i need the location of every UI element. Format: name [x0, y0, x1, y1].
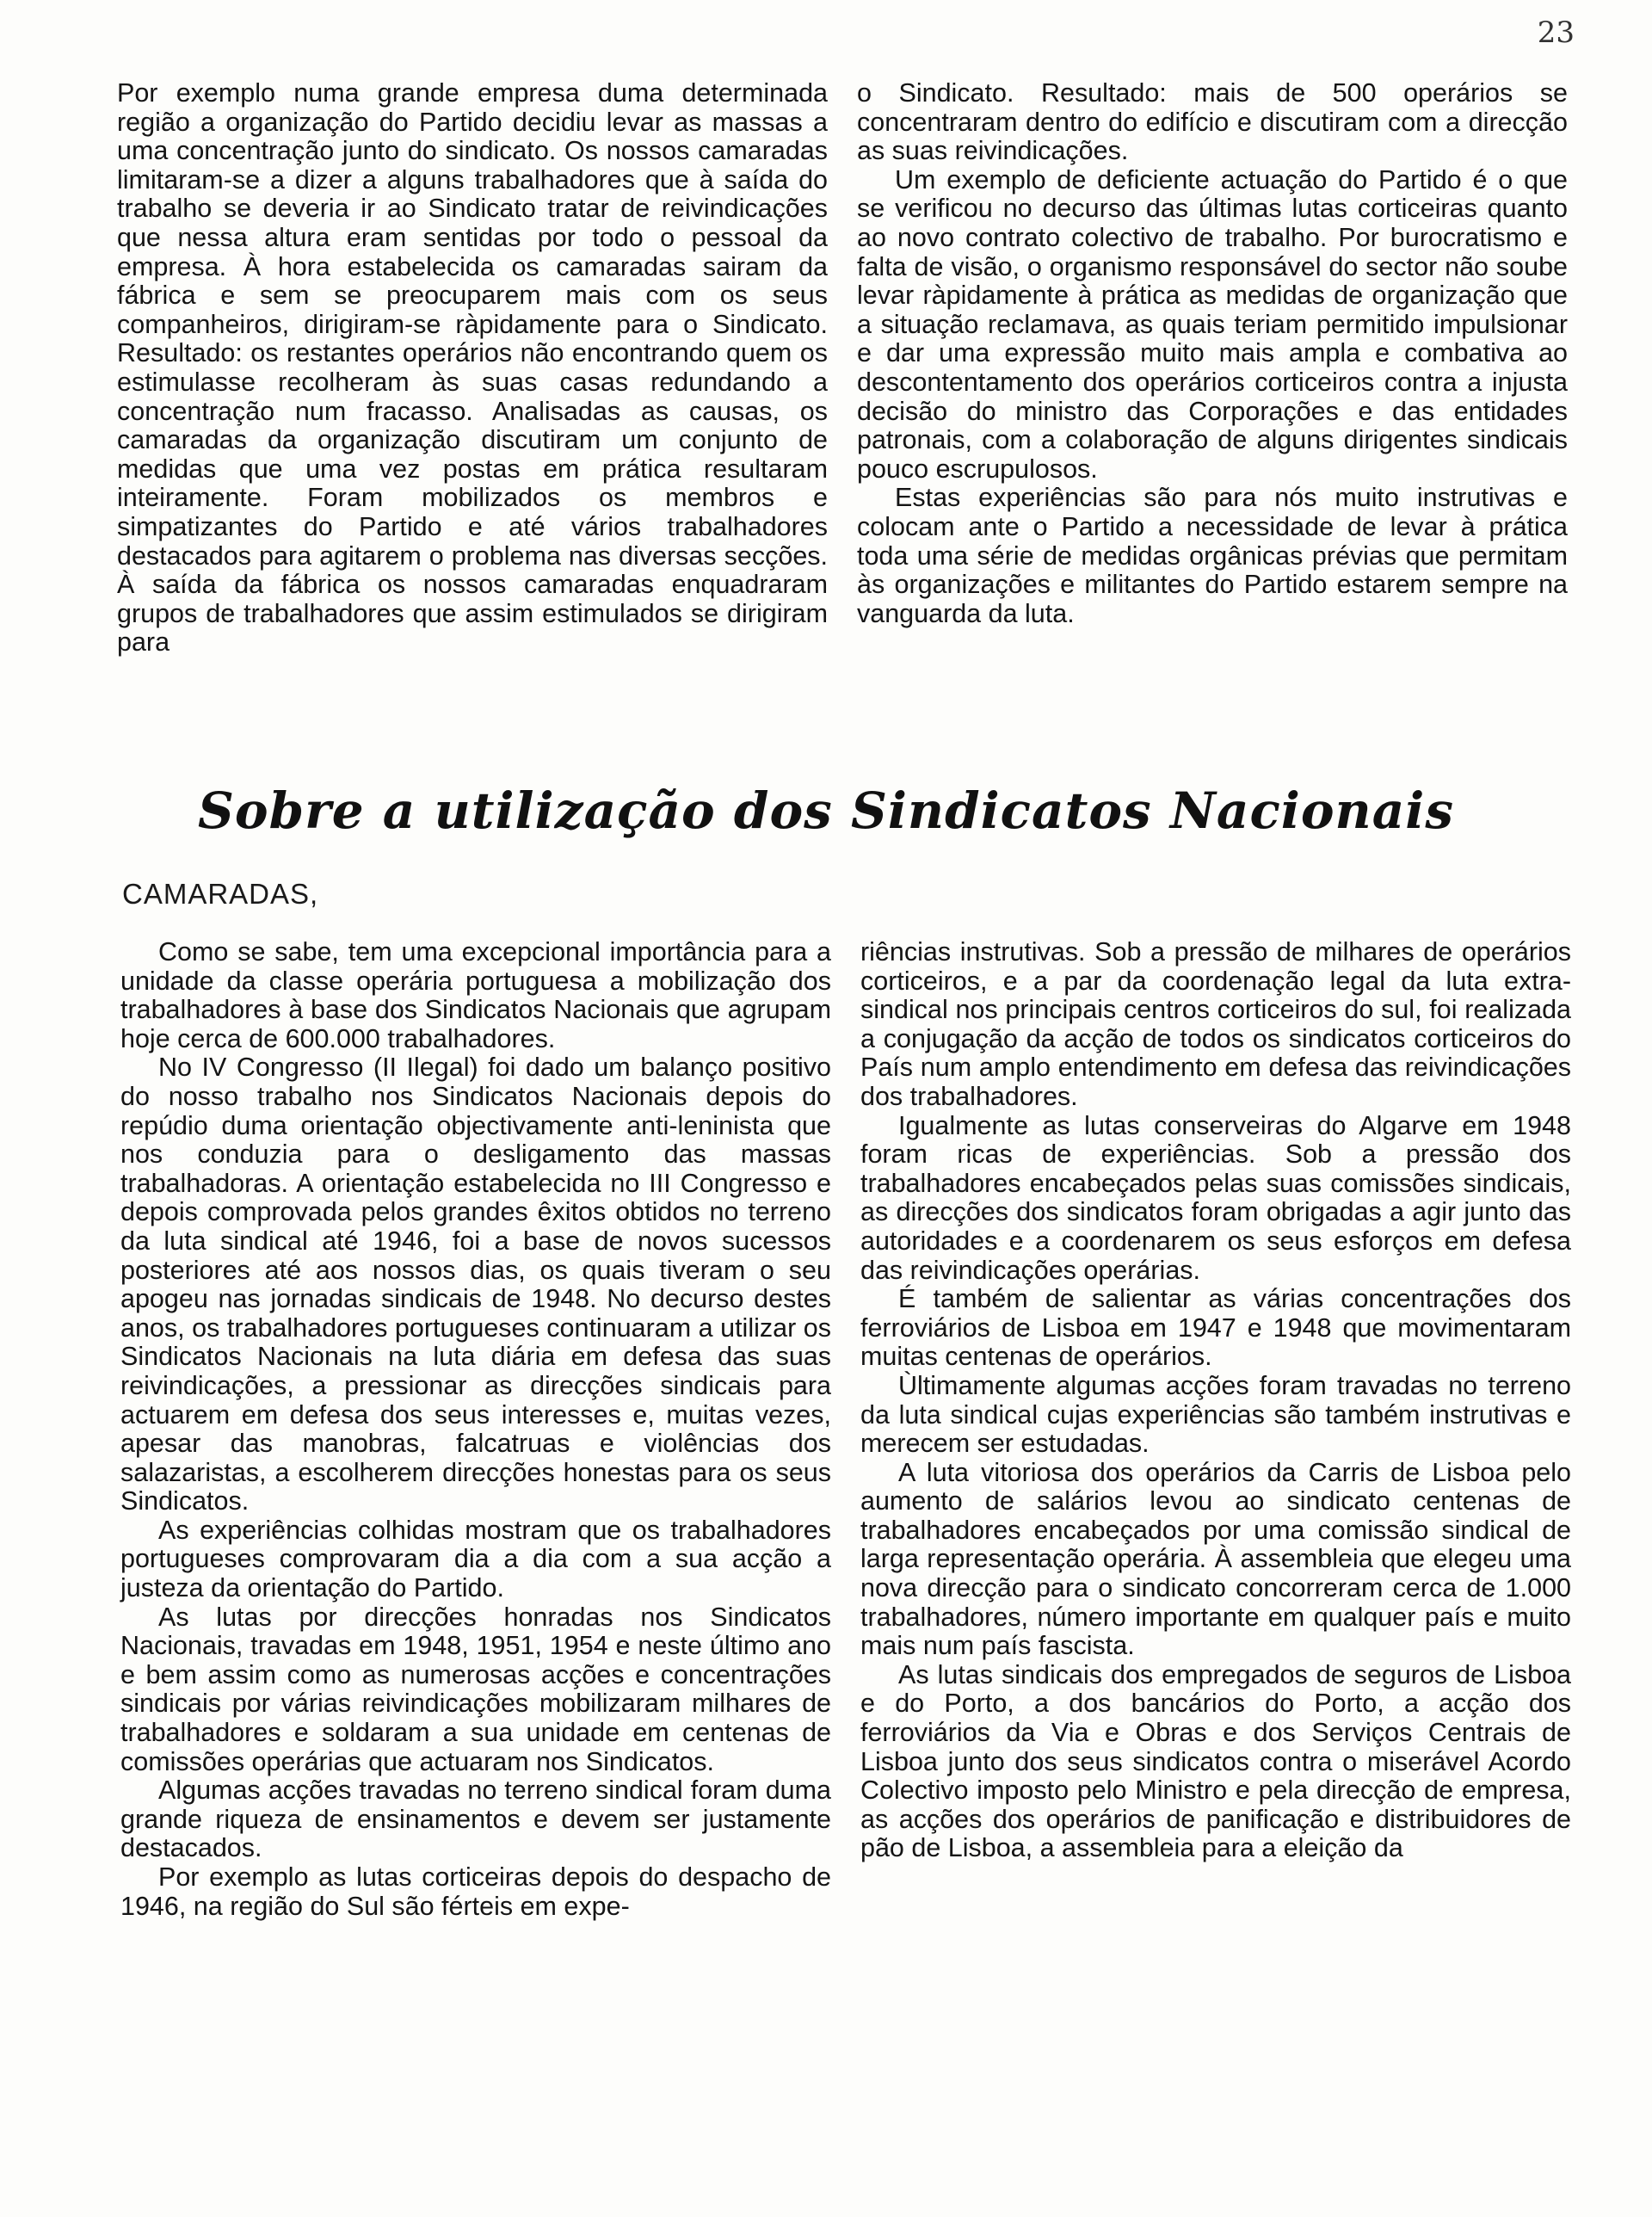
paragraph: As experiências colhidas mostram que os trabalhadores portugueses comprovaram dia a dia com a sua acção a justeza da orientação do Partido.	[120, 1515, 831, 1603]
paragraph: Por exemplo as lutas corticeiras depois do despacho de 1946, na região do Sul são férteis em expe-	[120, 1862, 831, 1921]
paragraph: Por exemplo numa grande empresa duma determinada região a organização do Partido decidiu levar as massas a uma concentração junto do sindicato. Os nossos camaradas limitaram-se a dizer a alguns trabalhadores que à saída do trabalho se deveria ir ao Sindicato tratar de reivindicações que nessa altura eram sentidas por todo o pessoal da empresa. À hora estabelecida os camaradas sairam da fábrica e sem se preocuparem mais com os seus companheiros, dirigiram-se ràpidamente para o Sindicato. Resultado: os restantes operários não encontrando quem os estimulasse recolheram às suas casas redundando a concentração num fracasso. Analisadas as causas, os camaradas da organização discutiram um conjunto de medidas que uma vez postas em prática resultaram inteiramente. Foram mobilizados os membros e simpatizantes do Partido e até vários trabalhadores destacados para agitarem o problema nas diversas secções. À saída da fábrica os nossos camaradas enquadraram grupos de trabalhadores que assim estimulados se dirigiram para	[117, 78, 828, 658]
paragraph: Como se sabe, tem uma excepcional importância para a unidade da classe operária portuguesa a mobilização dos trabalhadores à base dos Sindicatos Nacionais que agrupam hoje cerca de 600.000 trabalhadores.	[120, 937, 831, 1053]
paragraph: As lutas sindicais dos empregados de seguros de Lisboa e do Porto, a dos bancários do Porto, a acção dos ferroviários da Via e Obras e dos Serviços Centrais de Lisboa junto dos seus sindicatos contra o miserável Acordo Colectivo imposto pelo Ministro e pela direcção de empresa, as acções dos operários de panificação e distribuidores de pão de Lisboa, a assembleia para a eleição da	[860, 1659, 1571, 1863]
paragraph: riências instrutivas. Sob a pressão de milhares de operários corticeiros, e a par da coordenação legal da luta extra-sindical nos principais centros corticeiros do sul, foi realizada a conjugação da acção de todos os sindicatos corticeiros do País num amplo entendimento em defesa das reivindicações dos trabalhadores.	[860, 937, 1571, 1111]
page-number: 23	[1537, 15, 1575, 50]
paragraph: Um exemplo de deficiente actuação do Partido é o que se verificou no decurso das últimas lutas corticeiras quanto ao novo contrato colectivo de trabalho. Por burocratismo e falta de visão, o organismo responsável do sector não soube levar ràpidamente à prática as medidas de organização que a situação reclamava, as quais teriam permitido impulsionar e dar uma expressão muito mais ampla e combativa ao descontentamento dos operários corticeiros contra a injusta decisão do ministro das Corporações e das entidades patronais, com a colaboração de alguns dirigentes sindicais pouco escrupulosos.	[857, 164, 1568, 484]
paragraph: Ùltimamente algumas acções foram travadas no terreno da luta sindical cujas experiências são também instrutivas e merecem ser estudadas.	[860, 1370, 1571, 1459]
article-title: Sobre a utilização dos Sindicatos Nacionais	[198, 781, 1454, 840]
paragraph: A luta vitoriosa dos operários da Carris de Lisboa pelo aumento de salários levou ao sindicato centenas de trabalhadores encabeçados por uma comissão sindical de larga representação operária. À assembleia que elegeu uma nova direcção para o sindicato concorreram cerca de 1.000 trabalhadores, número importante em qualquer país e muito mais num país fascista.	[860, 1457, 1571, 1661]
paragraph: As lutas por direcções honradas nos Sindicatos Nacionais, travadas em 1948, 1951, 1954 e neste último ano e bem assim como as numerosas acções e concentrações sindicais por várias reivindicações mobilizaram milhares de trabalhadores e soldaram a sua unidade em centenas de comissões operárias que actuaram nos Sindicatos.	[120, 1602, 831, 1776]
article-left-column	[120, 938, 831, 1921]
paragraph: Estas experiências são para nós muito instrutivas e colocam ante o Partido a necessidade de levar à prática toda uma série de medidas orgânicas prévias que permitam às organizações e militantes do Partido estarem sempre na vanguarda da luta.	[857, 483, 1568, 628]
previous-article-left-column	[117, 79, 828, 658]
salutation: CAMARADAS,	[122, 878, 319, 910]
previous-article-right-column	[857, 79, 1568, 628]
paragraph: É também de salientar as várias concentrações dos ferroviários de Lisboa em 1947 e 1948 que movimentaram muitas centenas de operários.	[860, 1284, 1571, 1372]
paragraph: Algumas acções travadas no terreno sindical foram duma grande riqueza de ensinamentos e devem ser justamente destacados.	[120, 1775, 831, 1863]
article-right-column	[860, 938, 1571, 1863]
paragraph: Igualmente as lutas conserveiras do Algarve em 1948 foram ricas de experiências. Sob a pressão dos trabalhadores encabeçados pelas suas comissões sindicais, as direcções dos sindicatos foram obrigadas a agir junto das autoridades e a coordenarem os seus esforços em defesa das reivindicações operárias.	[860, 1110, 1571, 1285]
paragraph: No IV Congresso (II Ilegal) foi dado um balanço positivo do nosso trabalho nos Sindicatos Nacionais depois do repúdio duma orientação objectivamente anti-leninista que nos conduzia para o desligamento das massas trabalhadoras. A orientação estabelecida no III Congresso e depois comprovada pelos grandes êxitos obtidos no terreno da luta sindical até 1946, foi a base de novos sucessos posteriores até aos nossos dias, os quais tiveram o seu apogeu nas jornadas sindicais de 1948. No decurso destes anos, os trabalhadores portugueses continuaram a utilizar os Sindicatos Nacionais na luta diária em defesa das suas reivindicações, a pressionar as direcções sindicais para actuarem em defesa dos seus interesses e, muitas vezes, apesar das manobras, falcatruas e violências dos salazaristas, a escolherem direcções honestas para os seus Sindicatos.	[120, 1053, 831, 1516]
paragraph: o Sindicato. Resultado: mais de 500 operários se concentraram dentro do edifício e discutiram com a direcção as suas reivindicações.	[857, 78, 1568, 166]
